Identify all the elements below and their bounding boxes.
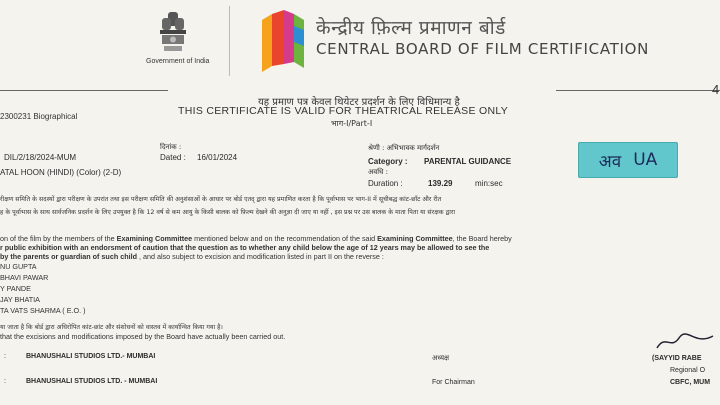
english-paragraph-1: on of the film by the members of the Examining Committee mentioned below and on the recommendation of the said Examining Committee, the Board hereby <box>0 234 512 243</box>
certificate-number: DIL/2/18/2024-MUM <box>4 153 77 162</box>
category-value: PARENTAL GUIDANCE <box>424 157 512 166</box>
hindi-paragraph-3: या जाता है कि बोर्ड द्वारा अधिरोपित कांट-छांट और संशोधनों को वास्तव में कार्यान्वित किया गया है। <box>0 324 223 331</box>
rating-hindi: अव <box>598 151 622 172</box>
chairman-hindi: अध्यक्ष <box>432 354 450 362</box>
film-title: ATAL HOON (HINDI) (Color) (2-D) <box>0 168 122 177</box>
validity-notice-english: THIS CERTIFICATE IS VALID FOR THEATRICAL RELEASE ONLY <box>178 105 508 117</box>
english-paragraph-4: that the excisions and modifications imposed by the Board have actually been carried out. <box>0 332 286 341</box>
committee-member: TA VATS SHARMA ( E.O. ) <box>0 306 86 315</box>
part-label: भाग-I/Part-I <box>331 119 373 128</box>
hindi-paragraph-2: ह के पूर्वाभास के साथ सार्वजनिक प्रदर्शन के लिए उपयुक्त है कि 12 वर्ष से कम आयु के किसी बालक को फ़िल्म देखने की अनुज्ञा दी जाए या नहीं , इस प्रश्न पर उस बालक के माता पिता या संरक्षक द्वारा <box>0 209 456 216</box>
board-name-hindi: केन्द्रीय फ़िल्म प्रमाणन बोर्ड <box>316 17 506 39</box>
corner-digit: 4 <box>712 82 720 97</box>
government-of-india-caption: Government of India <box>146 58 210 65</box>
duration-value: 139.29 <box>428 179 453 188</box>
date-label: Dated : <box>160 153 186 162</box>
duration-label: Duration : <box>368 179 403 188</box>
rating-badge <box>578 142 678 178</box>
committee-member: JAY BHATIA <box>0 295 40 304</box>
committee-member: Y PANDE <box>0 284 31 293</box>
ashoka-emblem-icon <box>153 10 193 54</box>
signatory-name: (SAYYID RABE <box>652 355 702 362</box>
rule-right <box>556 90 720 91</box>
validity-notice-hindi: यह प्रमाण पत्र केवल थियेटर प्रदर्शन के लिए विधिमान्य है <box>258 97 460 108</box>
applicant-colon-1: : <box>4 353 6 360</box>
reference-code: 2300231 Biographical <box>0 112 78 121</box>
duration-unit: min:sec <box>475 179 503 188</box>
board-name-english: CENTRAL BOARD OF FILM CERTIFICATION <box>316 40 650 58</box>
duration-label-hindi: अवधि : <box>368 168 388 176</box>
category-label: Category : <box>368 157 408 166</box>
committee-member: NU GUPTA <box>0 262 37 271</box>
date-label-hindi: दिनांक : <box>160 143 182 151</box>
for-chairman: For Chairman <box>432 379 475 386</box>
rating-english: UA <box>633 150 658 170</box>
category-label-hindi: श्रेणी : अभिभावक मार्गदर्शन <box>368 144 440 152</box>
header-divider <box>229 6 230 76</box>
hindi-paragraph-1: रीक्षण समिति के सदस्यों द्वारा परीक्षण के उपरांत तथा इस परीक्षण समिति की अनुशंसाओं के आधार पर बोर्ड एतद् द्वारा यह प्रमाणित करता है कि पूर्वाभास पर भाग-II में सूचीबद्ध कांट-छाँट और रीत <box>0 196 442 203</box>
applicant-1: BHANUSHALI STUDIOS LTD.- MUMBAI <box>26 353 156 360</box>
signature-mark <box>655 330 715 352</box>
applicant-colon-2: : <box>4 378 6 385</box>
cbfc-mumbai: CBFC, MUM <box>670 379 711 386</box>
regional-office: Regional O <box>670 367 706 374</box>
applicant-2: BHANUSHALI STUDIOS LTD. - MUMBAI <box>26 378 158 385</box>
english-paragraph-3: by the parents or guardian of such child , and also subject to excision and modification listed in part II on the reverse : <box>0 252 384 261</box>
cbfc-logo-icon <box>258 6 308 78</box>
english-paragraph-2: r public exhibition with an endorsment of caution that the question as to whether any child below the age of 12 years may be allowed to see the <box>0 243 490 252</box>
committee-member: BHAVI PAWAR <box>0 273 49 282</box>
rule-left <box>0 90 168 91</box>
date-value: 16/01/2024 <box>197 153 238 162</box>
